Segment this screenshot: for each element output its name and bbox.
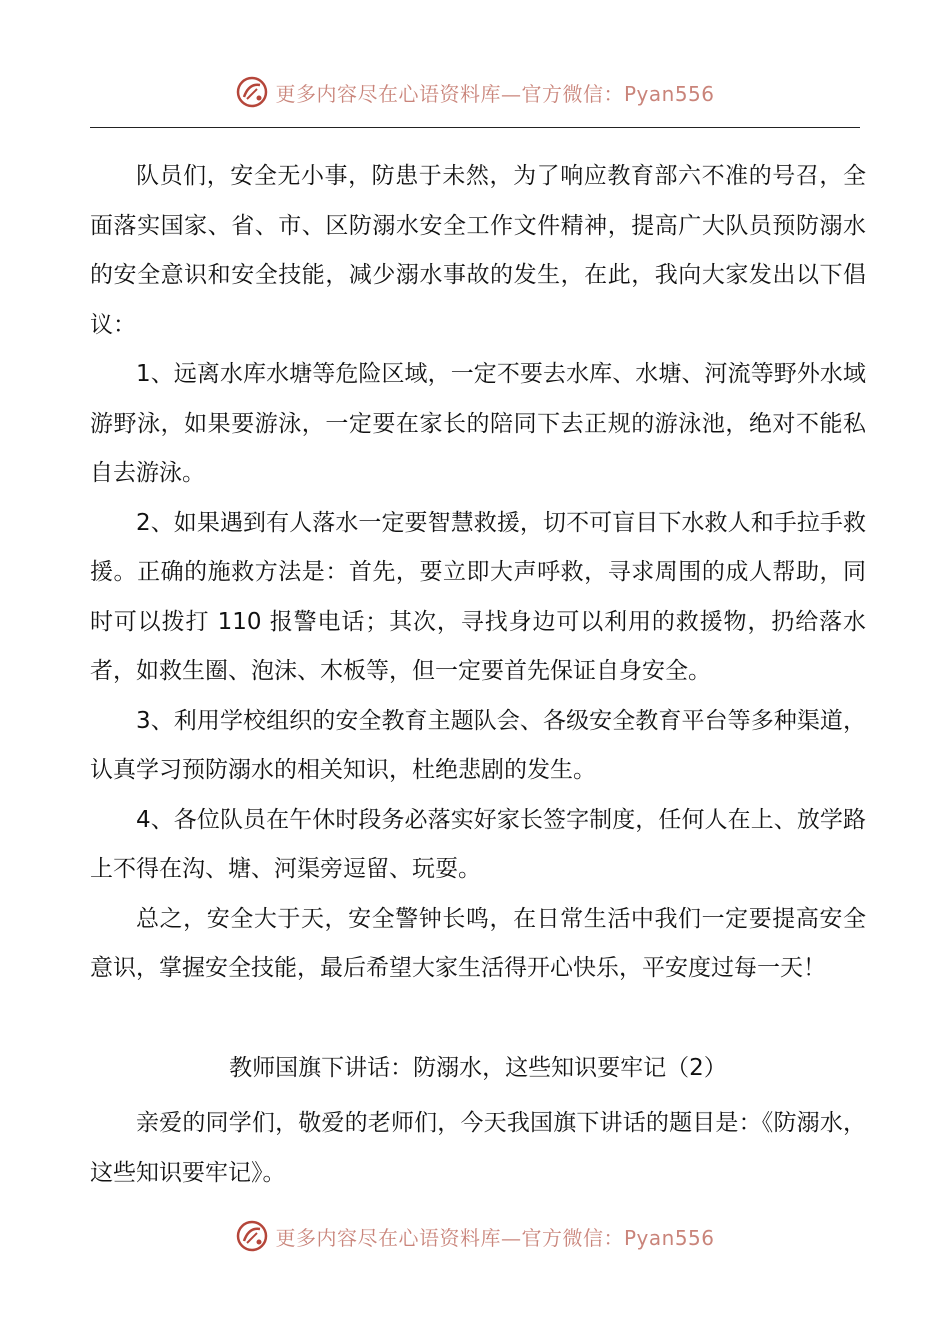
logo-icon	[235, 75, 269, 109]
paragraph-item-4: 4、各位队员在午休时段务必落实好家长签字制度，任何人在上、放学路上不得在沟、塘、河渠旁逗留、玩耍。	[90, 806, 866, 882]
paragraph-intro: 队员们，安全无小事，防患于未然，为了响应教育部六不准的号召，全面落实国家、省、市、区防溺水安全工作文件精神，提高广大队员预防溺水的安全意识和安全技能，减少溺水事故的发生，在此，我向大家发出以下倡议：	[90, 163, 866, 338]
paragraph-section2-opening: 亲爱的同学们，敬爱的老师们，今天我国旗下讲话的题目是：《防溺水，这些知识要牢记》。	[90, 1110, 866, 1186]
paragraph-item-1: 1、远离水库水塘等危险区域，一定不要去水库、水塘、河流等野外水域游野泳，如果要游泳，一定要在家长的陪同下去正规的游泳池，绝对不能私自去游泳。	[90, 361, 866, 486]
header-divider	[90, 127, 860, 128]
wechat-id: Pyan556	[623, 1225, 715, 1250]
paragraph-item-3: 3、利用学校组织的安全教育主题队会、各级安全教育平台等多种渠道，认真学习预防溺水的相关知识，杜绝悲剧的发生。	[90, 707, 866, 783]
logo-icon	[235, 1219, 269, 1253]
paragraph-item-2: 2、如果遇到有人落水一定要智慧救援，切不可盲目下水救人和手拉手救援。正确的施救方法是：首先，要立即大声呼救，寻求周围的成人帮助，同时可以拨打 110 报警电话；其次，寻找身边可以利用的救援物，扔给落水者，如救生圈、泡沫、木板等，但一定要首先保证自身安全。	[90, 509, 866, 684]
paragraph-conclusion: 总之，安全大于天，安全警钟长鸣，在日常生活中我们一定要提高安全意识，掌握安全技能，最后希望大家生活得开心快乐，平安度过每一天！	[90, 905, 866, 981]
watermark-text: 更多内容尽在心语资料库—官方微信：Pyan556	[275, 81, 715, 106]
section-title: 教师国旗下讲话：防溺水，这些知识要牢记（2）	[229, 1054, 727, 1081]
footer-watermark	[0, 1216, 950, 1256]
document-body	[90, 152, 866, 1198]
wechat-id: Pyan556	[623, 81, 715, 106]
header-watermark	[0, 72, 950, 112]
watermark-text: 更多内容尽在心语资料库—官方微信：Pyan556	[275, 1225, 715, 1250]
